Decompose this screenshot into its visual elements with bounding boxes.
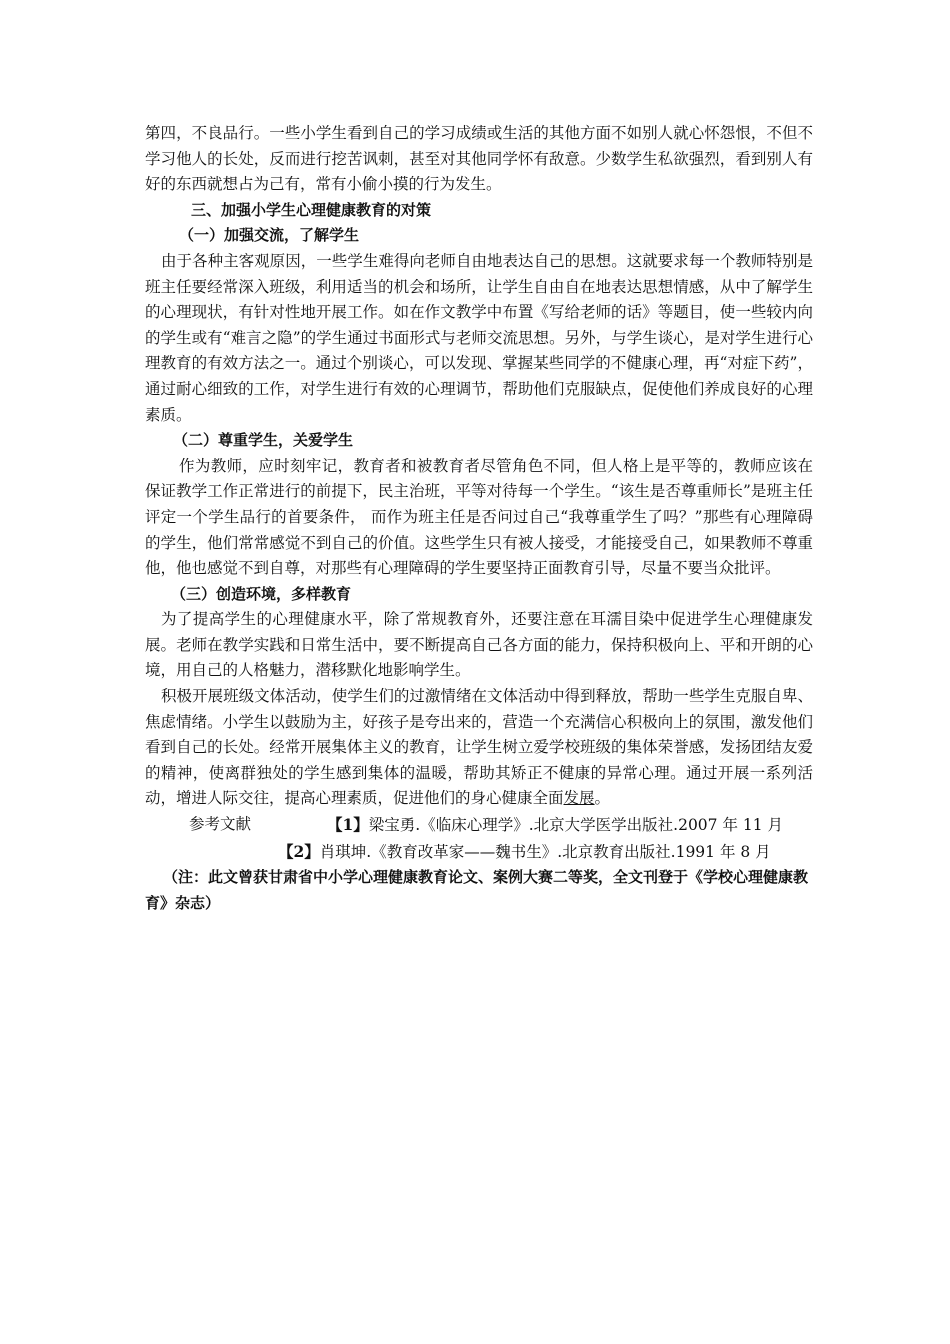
development-link[interactable]: 发展 <box>563 789 595 808</box>
paragraph-environment-2 <box>145 684 813 812</box>
reference-text: 梁宝勇.《临床心理学》.北京大学医学出版社.2007 年 11 月 <box>368 816 784 835</box>
subheading-environment: （三）创造环境，多样教育 <box>171 584 352 603</box>
paragraph-environment-1: 为了提高学生的心理健康水平，除了常规教育外，还要注意在耳濡目染中促进学生心理健康发展。老师在教学实践和日常生活中，要不断提高自己各方面的能力，保持积极向上、平和开朗的心境，用自己的人格魅力，潜移默化地影响学生。 <box>145 610 813 680</box>
reference-row-2 <box>145 839 813 866</box>
reference-number: 【2】 <box>278 841 320 861</box>
reference-item-2 <box>145 839 771 866</box>
paragraph-respect: 作为教师，应时刻牢记，教育者和被教育者尽管角色不同，但人格上是平等的，教师应该在保证教学工作正常进行的前提下，民主治班，平等对待每一个学生。“该生是否尊重师长”是班主任评定一个学生品行的首要条件， 而作为班主任是否问过自己“我尊重学生了吗？”那些有心理障碍的学生，他们常常感觉不到自己的价值。这些学生只有被人接受，才能接受自己，如果教师不尊重他，他也感觉不到自尊，对那些有心理障碍的学生要坚持正面教育引导，尽量不要当众批评。 <box>145 456 813 578</box>
section-heading-countermeasures: 三、加强小学生心理健康教育的对策 <box>191 200 432 219</box>
document-page <box>145 121 813 916</box>
award-note: （注：此文曾获甘肃省中小学心理健康教育论文、案例大赛二等奖，全文刊登于《学校心理健康教育》杂志） <box>145 868 809 912</box>
paragraph-environment-2-end: 。 <box>594 789 611 808</box>
subheading-communication: （一）加强交流，了解学生 <box>179 226 360 245</box>
reference-item-1 <box>289 812 783 839</box>
paragraph-bad-conduct: 第四，不良品行。一些小学生看到自己的学习成绩或生活的其他方面不如别人就心怀怨恨，不但不学习他人的长处，反而进行挖苦讽刺，甚至对其他同学怀有敌意。少数学生私欲强烈，看到别人有好的东西就想占为己有，常有小偷小摸的行为发生。 <box>145 124 813 194</box>
paragraph-communication: 由于各种主客观原因，一些学生难得向老师自由地表达自己的思想。这就要求每一个教师特别是班主任要经常深入班级，利用适当的机会和场所，让学生自由自在地表达思想情感，从中了解学生的心理现状，有针对性地开展工作。如在作文教学中布置《写给老师的话》等题目，使一些较内向的学生或有“难言之隐”的学生通过书面形式与老师交流思想。另外，与学生谈心，是对学生进行心理教育的有效方法之一。通过个别谈心，可以发现、掌握某些同学的不健康心理，再“对症下药”，通过耐心细致的工作，对学生进行有效的心理调节，帮助他们克服缺点，促使他们养成良好的心理素质。 <box>145 251 813 424</box>
subheading-respect: （二）尊重学生，关爱学生 <box>173 431 354 450</box>
references-label: 参考文献 <box>189 815 252 834</box>
paragraph-environment-2-text: 积极开展班级文体活动，使学生们的过激情绪在文体活动中得到释放，帮助一些学生克服自卑、焦虑情绪。小学生以鼓励为主，好孩子是夸出来的，营造一个充满信心积极向上的氛围，激发他们看到自己的长处。经常开展集体主义的教育，让学生树立爱学校班级的集体荣誉感，发扬团结友爱的精神，使离群独处的学生感到集体的温暖，帮助其矫正不健康的异常心理。通过开展一系列活动，增进人际交往，提高心理素质，促进他们的身心健康全面 <box>145 687 813 808</box>
reference-row-1 <box>145 812 813 839</box>
reference-text: 肖琪坤.《教育改革家——魏书生》.北京教育出版社.1991 年 8 月 <box>319 842 771 861</box>
references-section <box>145 812 813 865</box>
reference-number: 【1】 <box>327 815 369 835</box>
